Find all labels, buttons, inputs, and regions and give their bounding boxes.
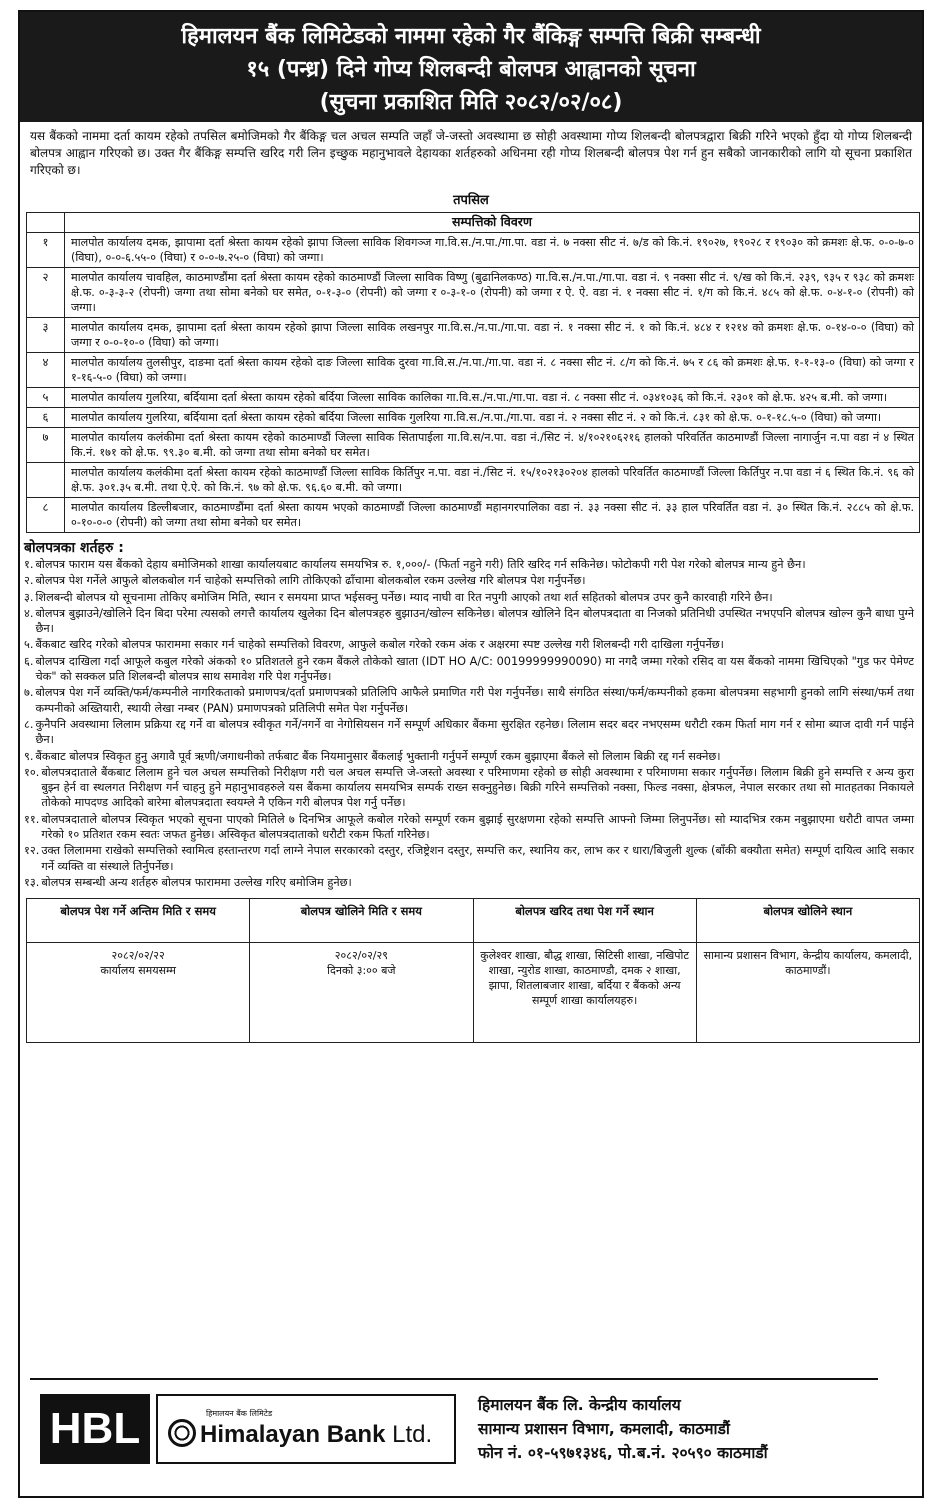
condition-number: ७. bbox=[24, 686, 34, 700]
condition-text: बोलपत्र बुझाउने/खोलिने दिन बिदा परेमा त्यसको लगत्तै कार्यालय खुलेका दिन बोलपत्रहरु बुझाउन/खोल्न सकिनेछ। बोलपत्र खोलिने दिन बोलपत्रदाता वा निजको प्रतिनिधी उपस्थित नभएपनि बोलपत्र खोल्न कुनै बाधा पुग्ने छैन। bbox=[35, 606, 914, 636]
condition-number: ४. bbox=[24, 606, 34, 620]
condition-text: बोलपत्र सम्बन्धी अन्य शर्तहरु बोलपत्र फाराममा उल्लेख गरिए बमोजिम हुनेछ। bbox=[41, 875, 352, 889]
schedule-header-opening: बोलपत्र खोलिने मिति र समय bbox=[250, 899, 473, 943]
office-line-1: हिमालयन बैंक लि. केन्द्रीय कार्यालय bbox=[478, 1396, 681, 1414]
schedule-header-submission: बोलपत्र पेश गर्ने अन्तिम मिति र समय bbox=[27, 899, 250, 943]
schedule-header-purchase-place: बोलपत्र खरिद तथा पेश गर्ने स्थान bbox=[473, 899, 696, 943]
notice-header bbox=[20, 12, 922, 122]
intro-paragraph: यस बैंकको नाममा दर्ता कायम रहेको तपसिल बमोजिमको गैर बैंकिङ्ग चल अचल सम्पति जहाँ जे-जस्तो अवस्थामा छ सोही अवस्थामा गोप्य शिलबन्दी बोलपत्रद्वारा बिक्री गरिने भएको हुँदा यो गोप्य शिलबन्दी बोलपत्र आह्वान गरिएको छ। उक्त गैर बैंकिङ्ग सम्पत्ति खरिद गरी लिन इच्छुक महानुभावले देहायका शर्तहरुको अधिनमा रही गोप्य शिलबन्दी बोलपत्र पेश गर्न हुन सबैको जानकारीको लागि यो सूचना प्रकाशित गरिएको छ। bbox=[30, 129, 912, 177]
property-description: मालपोत कार्यालय डिल्लीबजार, काठमाण्डौंमा दर्ता श्रेस्ता कायम भएको काठमाण्डौं जिल्ला काठमाण्डौं महानगरपालिका वडा नं. ३३ नक्सा सीट नं. ३३ हाल परिवर्तित वडा नं. ३० स्थित कि.नं. २८८५ को क्षे.फ. ०-१०-०-० (रोपनी) को जग्गा तथा सोमा बनेको घर समेत। bbox=[65, 498, 920, 533]
property-sn: ७ bbox=[27, 428, 65, 463]
office-line-2: सामान्य प्रशासन विभाग, कमलादी, काठमाडौं bbox=[478, 1420, 730, 1438]
opening-datetime-cell bbox=[250, 943, 473, 1043]
property-sn: ८ bbox=[27, 498, 65, 533]
property-row bbox=[27, 233, 920, 268]
property-sn: ३ bbox=[27, 318, 65, 353]
property-sn: ५ bbox=[27, 388, 65, 408]
condition-item bbox=[24, 654, 914, 685]
property-description: मालपोत कार्यालय कलंकीमा दर्ता श्रेस्ता कायम रहेको काठमाण्डौं जिल्ला साविक सितापाईला गा.वि.स/न.पा. वडा नं./सिट नं. ४/१०२१०६२१६ हालको परिवर्तित काठमाण्डौं जिल्ला नागार्जुन न.पा वडा नं ४ स्थित कि.नं. १७१ को क्षे.फ. ९९.३० ब.मी. को जग्गा तथा सोमा बनेको घर समेत। bbox=[65, 428, 920, 463]
property-description: मालपोत कार्यालय तुलसीपुर, दाङमा दर्ता श्रेस्ता कायम रहेको दाङ जिल्ला साविक दुरवा गा.वि.स./न.पा./गा.पा. वडा नं. ८ नक्सा सीट नं. ८/ग को कि.नं. ७५ र ८६ को क्रमशः क्षे.फ. १-१-१३-० (विघा) को जग्गा र १-१६-५-० (विघा) को जग्गा। bbox=[65, 353, 920, 388]
property-description: मालपोत कार्यालय कलंकीमा दर्ता श्रेस्ता कायम रहेको काठमाण्डौं जिल्ला साविक किर्तिपुर न.पा. वडा नं./सिट नं. १५/१०२१३०२०४ हालको परिवर्तित काठमाण्डौं जिल्ला किर्तिपुर न.पा वडा नं ६ स्थित कि.नं. ९६ को क्षे.फ. ३०१.३५ ब.मी. तथा ऐ.ऐ. को कि.नं. ९७ को क्षे.फ. ९६.६० ब.मी. को जग्गा। bbox=[65, 463, 920, 498]
property-description: मालपोत कार्यालय गुलरिया, बर्दियामा दर्ता श्रेस्ता कायम रहेको बर्दिया जिल्ला साविक गुलरिया गा.वि.स./न.पा./गा.पा. वडा नं. २ नक्सा सीट नं. २ को कि.नं. ८३१ को क्षे.फ. ०-१-१८.५-० (विघा) को जग्गा। bbox=[65, 408, 920, 428]
property-row bbox=[27, 353, 920, 388]
submission-deadline-cell bbox=[27, 943, 250, 1043]
property-row bbox=[27, 463, 920, 498]
property-row bbox=[27, 268, 920, 318]
property-row bbox=[27, 388, 920, 408]
property-sn: ४ bbox=[27, 353, 65, 388]
purchase-place-cell: कुलेश्वर शाखा, बौद्ध शाखा, सिटिसी शाखा, नखिपोट शाखा, न्युरोड शाखा, काठमाण्डौ, दमक २ शाखा, झापा, शितलाबजार शाखा, बर्दिया र बैंकको अन्य सम्पूर्ण शाखा कार्यालयहरु। bbox=[473, 943, 696, 1043]
condition-number: १३. bbox=[24, 875, 40, 889]
property-description: मालपोत कार्यालय दमक, झापामा दर्ता श्रेस्ता कायम रहेको झापा जिल्ला साविक लखनपुर गा.वि.स./न.पा./गा.पा. वडा नं. १ नक्सा सीट नं. १ को कि.नं. ४८४ र १२१४ को क्रमशः क्षे.फ. ०-१४-०-० (विघा) को जग्गा र ०-०-१०-० (विघा) को जग्गा। bbox=[65, 318, 920, 353]
property-description: मालपोत कार्यालय गुलरिया, बर्दियामा दर्ता श्रेस्ता कायम रहेको बर्दिया जिल्ला साविक कालिका गा.वि.स./न.पा./गा.पा. वडा नं. ८ नक्सा सीट नं. ०३४१०३६ को कि.नं. २३०१ को क्षे.फ. ४२५ ब.मी. को जग्गा। bbox=[65, 388, 920, 408]
notice-page bbox=[18, 10, 924, 1498]
condition-number: ५. bbox=[24, 638, 34, 652]
condition-item bbox=[24, 765, 914, 811]
condition-number: ११. bbox=[24, 812, 40, 826]
condition-item bbox=[24, 685, 914, 716]
himalayan-bank-brand bbox=[156, 1394, 456, 1464]
condition-number: २. bbox=[24, 574, 34, 588]
condition-text: बोलपत्र फाराम यस बैंकको देहाय बमोजिमको शाखा कार्यालयबाट कार्यालय समयभित्र रु. १,०००/- (फिर्ता नहुने गरी) तिरि खरिद गर्न सकिनेछ। फोटोकपी गरी पेश गरेको बोलपत्र मान्य हुने छैन। bbox=[35, 558, 806, 571]
property-sn: २ bbox=[27, 268, 65, 318]
condition-text: उक्त लिलाममा राखेको सम्पत्तिको स्वामित्व हस्तान्तरण गर्दा लाग्ने नेपाल सरकारको दस्तुर, रजिष्ट्रेशन दस्तुर, सम्पत्ति कर, स्थानिय कर, लाभ कर र धारा/बिजुली शुल्क (बाँकी बक्यौता समेत) सम्पूर्ण दायित्व आदि सकार गर्ने व्यक्ति वा संस्थाले तिर्नुपर्नेछ। bbox=[41, 844, 914, 873]
conditions-list bbox=[20, 557, 922, 890]
condition-item bbox=[24, 843, 914, 874]
condition-text: बैंकबाट बोलपत्र स्विकृत हुनु अगावै पूर्व ऋणी/जगाधनीको तर्फबाट बैंक नियमानुसार बैंकलाई भुक्तानी गर्नुपर्ने सम्पूर्ण रकम बुझाएमा बैंकले सो लिलाम बिक्री रद्द गर्न सक्नेछ। bbox=[35, 749, 721, 763]
condition-item bbox=[24, 749, 914, 764]
schedule-header-opening-place: बोलपत्र खोलिने स्थान bbox=[696, 899, 919, 943]
property-sn: ६ bbox=[27, 408, 65, 428]
submission-date: २०८२/०२/२२ bbox=[111, 949, 165, 963]
condition-item bbox=[24, 717, 914, 748]
brand-name-bold: Himalayan Bank bbox=[200, 1421, 386, 1448]
opening-place-cell: सामान्य प्रशासन विभाग, केन्द्रीय कार्यालय, कमलादी, काठमाण्डौं। bbox=[696, 943, 919, 1043]
property-row bbox=[27, 318, 920, 353]
hbl-logo: HBL bbox=[40, 1394, 150, 1464]
property-sn-header-cell bbox=[27, 213, 65, 233]
condition-number: ६. bbox=[24, 654, 34, 668]
brand-name-suffix: Ltd. bbox=[385, 1421, 433, 1448]
header-title-line-1: हिमालयन बैंक लिमिटेडको नाममा रहेको गैर बैंकिङ्ग सम्पत्ति बिक्री सम्बन्धी bbox=[181, 24, 761, 49]
condition-text: बोलपत्र पेश गर्ने व्यक्ति/फर्म/कम्पनीले नागरिकताको प्रमाणपत्र/दर्ता प्रमाणपत्रको प्रतिलिपि आफैले प्रमाणित गरी पेश गर्नुपर्नेछ। साथै संगठित संस्था/फर्म/कम्पनीको हकमा बोलपत्रमा सहभागी हुनको लागि संस्था/फर्म तथा कम्पनीको अख्तियारी, स्थायी लेखा नम्बर (PAN) प्रमाणपत्रको प्रतिलिपी समेत पेश गर्नुपर्नेछ। bbox=[35, 686, 914, 715]
office-address bbox=[478, 1393, 768, 1465]
tapsil-heading: तपसिल bbox=[453, 193, 489, 208]
condition-text: बोलपत्रदाताले बैंकबाट लिलाम हुने चल अचल सम्पत्तिको निरीक्षण गरी चल अचल सम्पत्ति जे-जस्तो अवस्था र परिमाणमा रहेको छ सोही अवस्थामा र परिमाणमा सकार गर्नुपर्नेछ। लिलाम बिक्री हुने सम्पत्ति र अन्य कुरा बुझ्न हेर्न वा स्थलगत निरीक्षण गर्न चाहनु हुने महानुभावहरुले यस बैंकमा कार्यालय समयभित्र सम्पर्क राख्न सक्नुहुनेछ। बिक्री गरिने सम्पत्तिको नक्सा, फिल्ड नक्सा, क्षेत्रफल, नेपाल सरकार तथा सो मातहतका निकायले तोकेको मापदण्ड आदिको बारेमा बोलपत्रदाता स्वयम्ले नै एकिन गरी बोलपत्र पेश गर्नु पर्नेछ। bbox=[41, 765, 914, 810]
opening-time: दिनको ३:०० बजे bbox=[327, 964, 396, 978]
footer-banner bbox=[30, 1378, 878, 1478]
condition-text: कुनैपनि अवस्थामा लिलाम प्रक्रिया रद्द गर्ने वा बोलपत्र स्वीकृत गर्ने/नगर्ने वा नेगोसियसन गर्ने सम्पूर्ण अधिकार बैंकमा सुरक्षित रहनेछ। लिलाम सदर बदर नभएसम्म धरौटी रकम फिर्ता माग गर्न र सोमा ब्याज दावी गर्न पाईने छैन। bbox=[35, 717, 914, 747]
condition-number: ३. bbox=[24, 590, 34, 604]
property-table bbox=[26, 212, 920, 533]
condition-number: १०. bbox=[24, 765, 40, 779]
property-row bbox=[27, 408, 920, 428]
brand-small-text: हिमालयन बैंक लिमिटेड bbox=[206, 1409, 273, 1418]
condition-text: शिलबन्दी बोलपत्र यो सूचनामा तोकिए बमोजिम मिति, स्थान र समयमा प्राप्त भईसक्नु पर्नेछ। म्याद नाघी वा रित नपुगी आएको तथा शर्त सहितको बोलपत्र उपर कुनै कारवाही गरिने छैन। bbox=[35, 590, 773, 604]
condition-text: बोलपत्रदाताले बोलपत्र स्विकृत भएको सूचना पाएको मितिले ७ दिनभित्र आफूले कबोल गरेको सम्पूर्ण रकम बुझाई सुरक्षणमा रहेको सम्पत्ति आफ्नो जिम्मा लिनुपर्नेछ। सो म्यादभित्र रकम नबुझाएमा धरौटी वापत जम्मा गरेको १० प्रतिशत रकम स्वतः जफत हुनेछ। अस्विकृत बोलपत्रदाताको धरौटी रकम फिर्ता गरिनेछ। bbox=[41, 812, 914, 842]
condition-item bbox=[24, 573, 914, 588]
brand-name bbox=[200, 1421, 432, 1449]
property-description: मालपोत कार्यालय चावहिल, काठमाण्डौंमा दर्ता श्रेस्ता कायम रहेको काठमाण्डौं जिल्ला साविक विष्णु (बुढानिलकण्ठ) गा.वि.स./न.पा./गा.पा. वडा नं. ९ नक्सा सीट नं. ९/ख को कि.नं. २३९, ९३५ र ९३८ को क्रमशः क्षे.फ. ०-३-३-२ (रोपनी) जग्गा तथा सोमा बनेको घर समेत, ०-१-३-० (रोपनी) को जग्गा र ०-३-१-० (रोपनी) को जग्गा र ऐ. ऐ. वडा नं. १ नक्सा सीट नं. १/ग को कि.नं. ४८५ को क्षे.फ. ०-४-१-० (रोपनी) को जग्गा। bbox=[65, 268, 920, 318]
condition-number: ९. bbox=[24, 749, 34, 763]
header-publish-date: (सुचना प्रकाशित मिति २०८२/०२/०८) bbox=[319, 90, 623, 115]
bank-seal-icon bbox=[168, 1419, 196, 1447]
property-sn bbox=[27, 463, 65, 498]
condition-text: बोलपत्र पेश गर्नेले आफुले बोलकबोल गर्न चाहेको सम्पत्तिको लागि तोकिएको ढाँचामा बोलकबोल रकम उल्लेख गरि बोलपत्र पेश गर्नुपर्नेछ। bbox=[35, 574, 586, 588]
condition-number: ८. bbox=[24, 717, 34, 731]
property-table-header: सम्पत्तिको विवरण bbox=[65, 213, 920, 233]
condition-number: १२. bbox=[24, 844, 40, 858]
condition-item bbox=[24, 875, 914, 890]
condition-number: १. bbox=[24, 558, 34, 571]
condition-text: बैंकबाट खरिद गरेको बोलपत्र फाराममा सकार गर्न चाहेको सम्पत्तिको विवरण, आफुले कबोल गरेको रकम अंक र अक्षरमा स्पष्ट उल्लेख गरी शिलबन्दी गरी दाखिला गर्नुपर्नेछ। bbox=[35, 638, 724, 652]
condition-item bbox=[24, 606, 914, 637]
conditions-title: बोलपत्रका शर्तहरु : bbox=[24, 540, 124, 556]
schedule-table bbox=[26, 898, 920, 1043]
opening-date: २०८२/०२/२९ bbox=[334, 949, 388, 963]
property-description: मालपोत कार्यालय दमक, झापामा दर्ता श्रेस्ता कायम रहेको झापा जिल्ला साविक शिवगञ्ज गा.वि.स./न.पा./गा.पा. वडा नं. ७ नक्सा सीट नं. ७/ड को कि.नं. १९०२७, १९०२८ र १९०३० को क्रमशः क्षे.फ. ०-०-७-० (विघा), ०-०-६.५५-० (विघा) र ०-०-७.२५-० (विघा) को जग्गा। bbox=[65, 233, 920, 268]
condition-item bbox=[24, 812, 914, 843]
property-sn: १ bbox=[27, 233, 65, 268]
condition-item bbox=[24, 557, 914, 572]
property-row bbox=[27, 498, 920, 533]
header-title-line-2: १५ (पन्ध्र) दिने गोप्य शिलबन्दी बोलपत्र आह्वानको सूचना bbox=[246, 57, 696, 82]
office-line-3: फोन नं. ०१-५९७१३४६, पो.ब.नं. २०५९० काठमाडौं bbox=[478, 1444, 768, 1462]
condition-item bbox=[24, 637, 914, 652]
condition-text: बोलपत्र दाखिला गर्दा आफूले कबुल गरेको अंकको १० प्रतिशतले हुने रकम बैंकले तोकेको खाता (IDT HO A/C: 00199999990090) मा नगदै जम्मा गरेको रसिद वा यस बैंकको नाममा खिचिएको "गुड फर पेमेण्ट चेक" को सक्कल प्रति शिलबन्दी बोलपत्र साथ समावेश गरि पेश गर्नुपर्नेछ। bbox=[35, 654, 914, 684]
submission-time: कार्यालय समयसम्म bbox=[100, 964, 176, 978]
property-row bbox=[27, 428, 920, 463]
condition-item bbox=[24, 590, 914, 605]
